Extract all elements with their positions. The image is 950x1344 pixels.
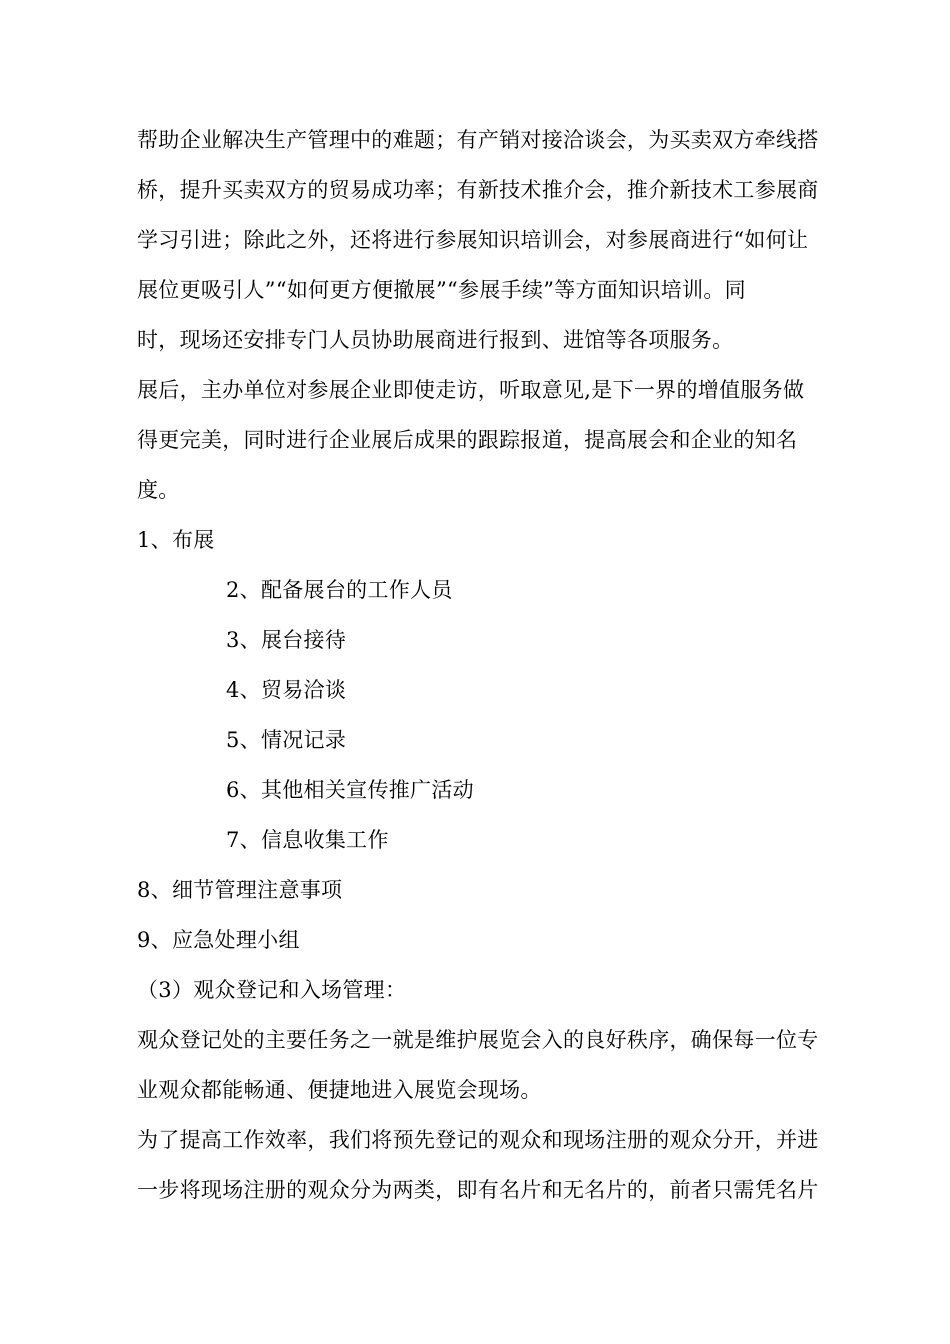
paragraph-line: 度。	[137, 478, 180, 502]
list-item: 8、细节管理注意事项	[137, 878, 343, 902]
list-item: 1、布展	[137, 528, 215, 552]
list-item: 7、信息收集工作	[226, 828, 389, 852]
paragraph-line: 一步将现场注册的观众分为两类，即有名片和无名片的，前者只需凭名片	[137, 1178, 819, 1202]
paragraph-line: 帮助企业解决生产管理中的难题；有产销对接洽谈会，为买卖双方牵线搭	[137, 128, 819, 152]
paragraph-line: 时，现场还安排专门人员协助展商进行报到、进馆等各项服务。	[137, 328, 734, 352]
paragraph-line: 为了提高工作效率，我们将预先登记的观众和现场注册的观众分开，并进	[137, 1128, 819, 1152]
list-item: 4、贸易洽谈	[226, 678, 347, 702]
list-item: 2、配备展台的工作人员	[226, 578, 453, 602]
section-heading: （3）观众登记和入场管理：	[137, 978, 407, 1002]
paragraph-line: 业观众都能畅通、便捷地进入展览会现场。	[137, 1078, 542, 1102]
paragraph-line: 观众登记处的主要任务之一就是维护展览会入的良好秩序，确保每一位专	[137, 1028, 819, 1052]
paragraph-line: 得更完美，同时进行企业展后成果的跟踪报道，提高展会和企业的知名	[137, 428, 798, 452]
paragraph-line: 学习引进；除此之外，还将进行参展知识培训会，对参展商进行“如何让	[137, 228, 809, 252]
list-item: 6、其他相关宣传推广活动	[226, 778, 474, 802]
paragraph-line: 展后，主办单位对参展企业即使走访，听取意见,是下一界的增值服务做	[137, 378, 805, 402]
paragraph-line: 展位更吸引人”“如何更方便撤展”“参展手续”等方面知识培训。同	[137, 278, 746, 302]
paragraph-line: 桥，提升买卖双方的贸易成功率；有新技术推介会，推介新技术工参展商	[137, 178, 819, 202]
list-item: 5、情况记录	[226, 728, 347, 752]
list-item: 9、应急处理小组	[137, 928, 300, 952]
list-item: 3、展台接待	[226, 628, 347, 652]
